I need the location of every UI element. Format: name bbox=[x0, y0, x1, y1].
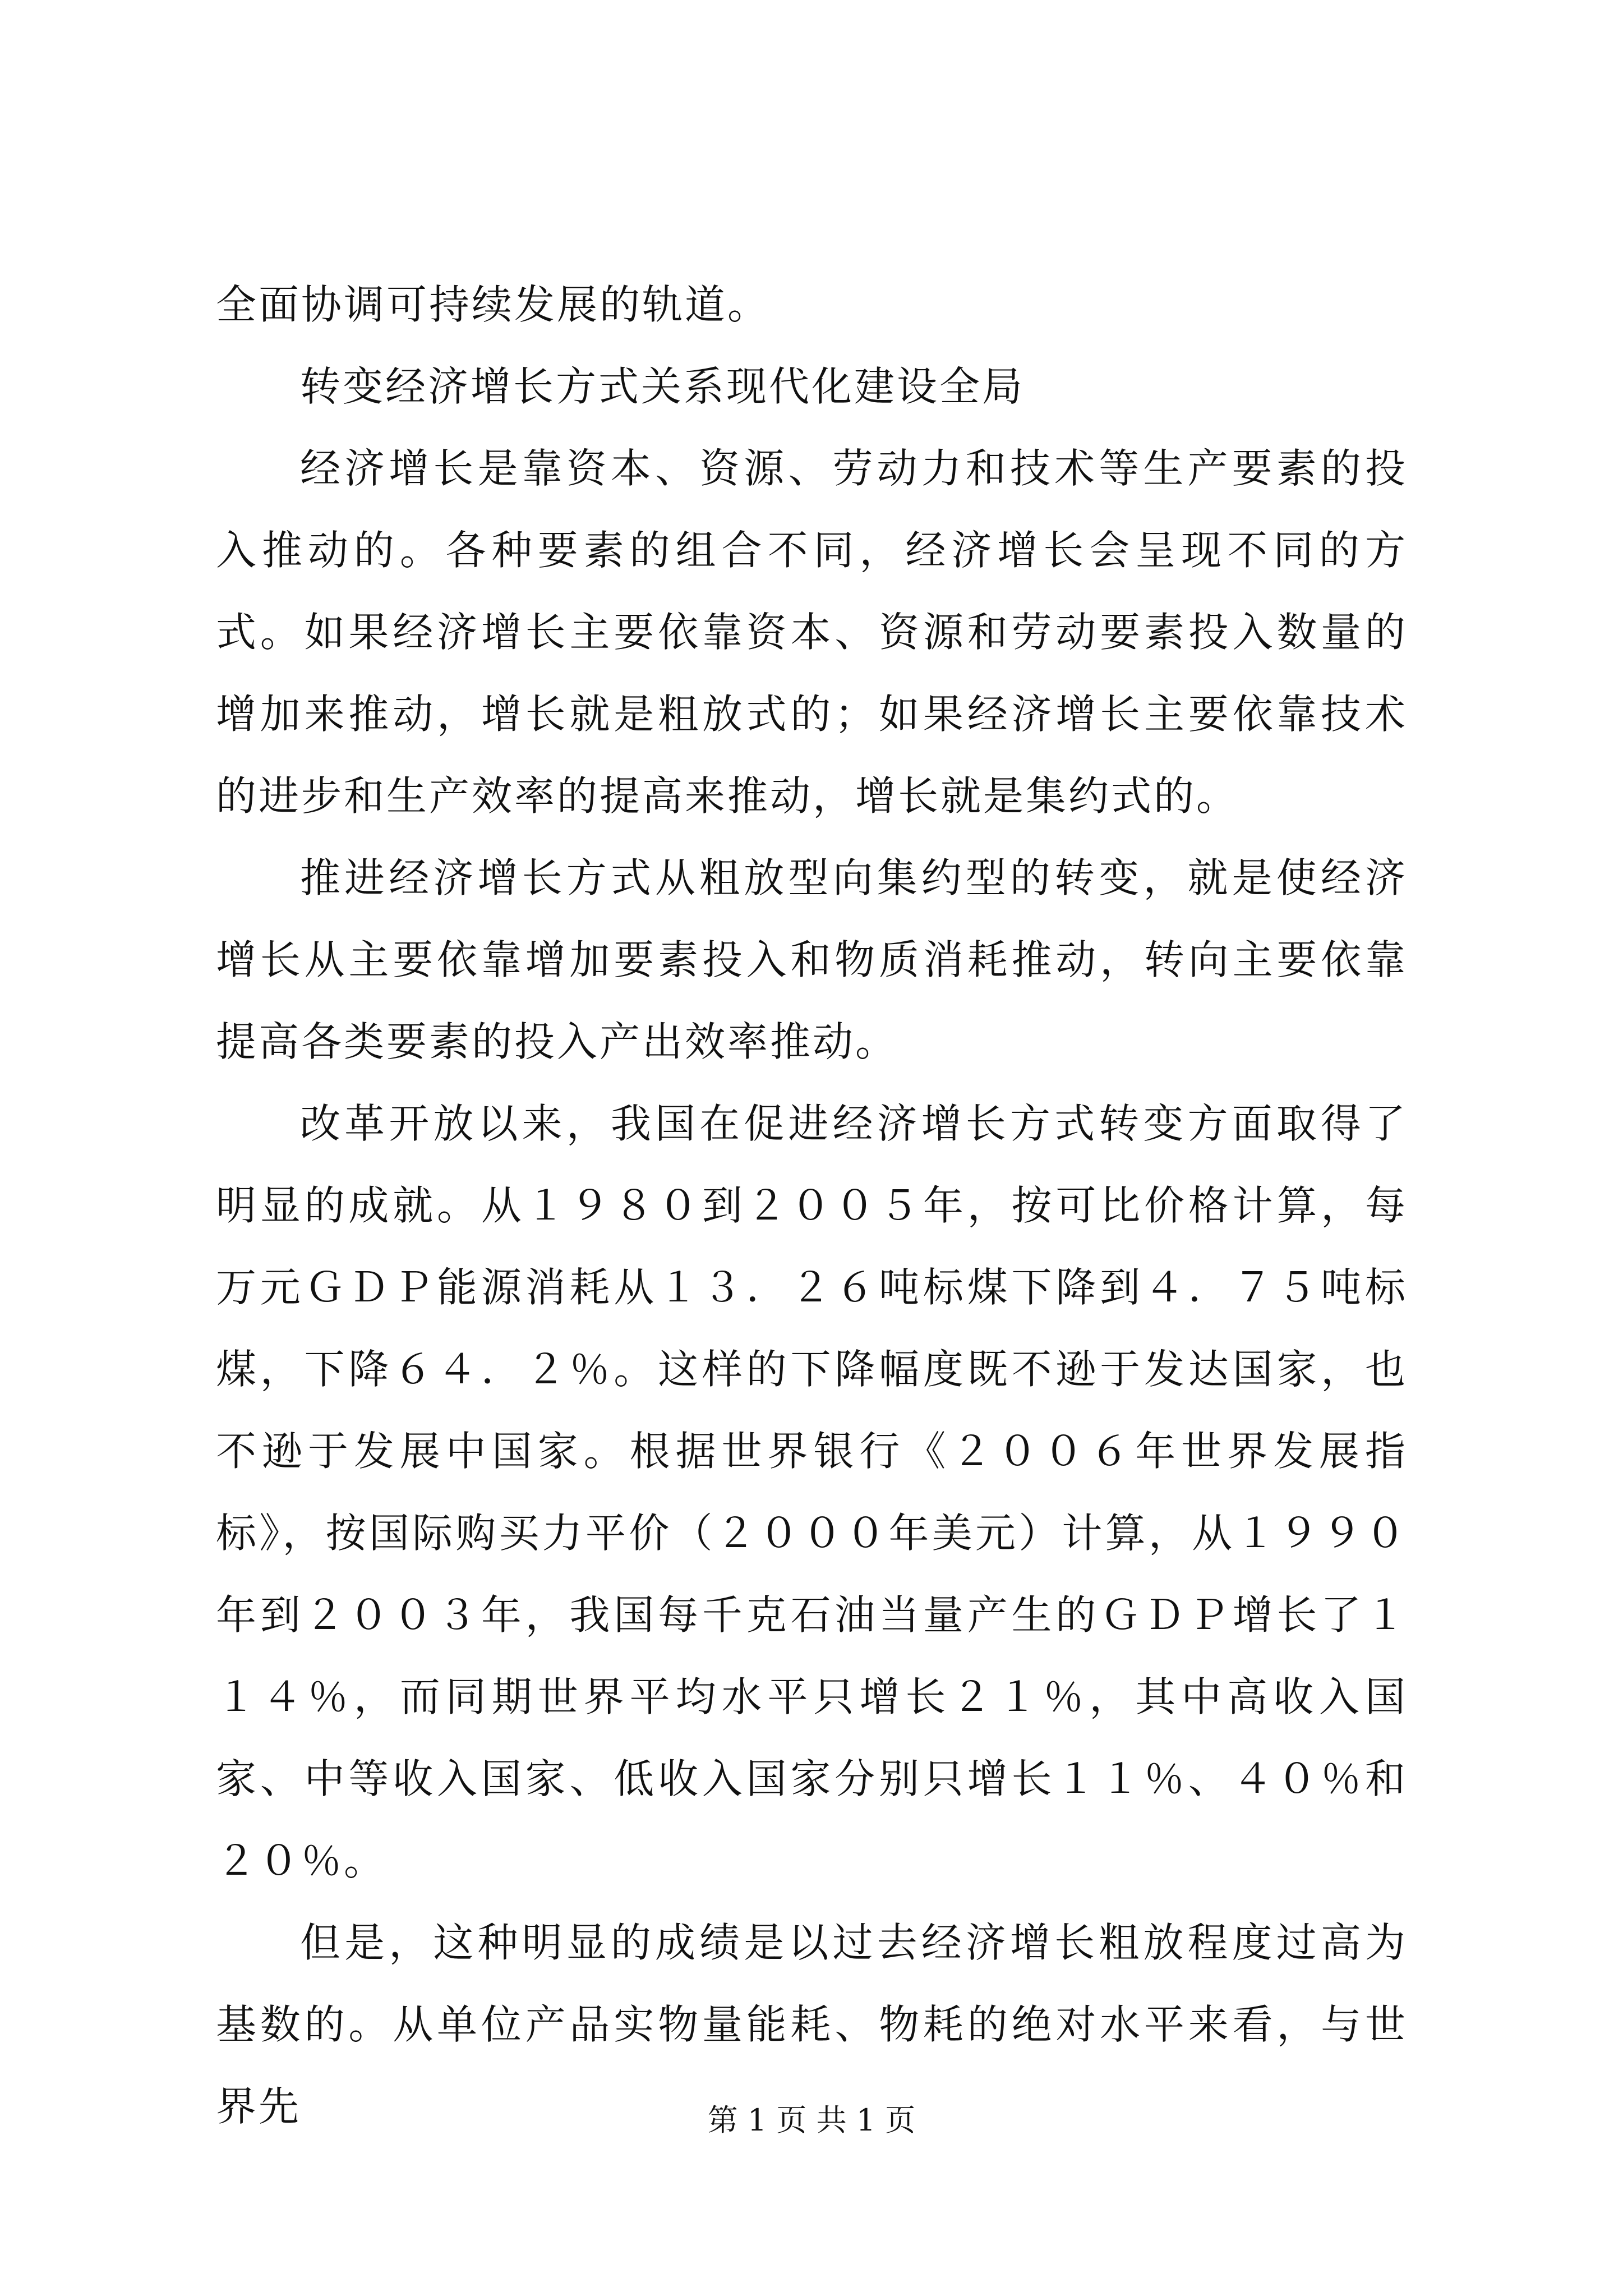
paragraph-growth-factors: 经济增长是靠资本、资源、劳动力和技术等生产要素的投入推动的。各种要素的组合不同，经济增长会呈现不同的方式。如果经济增长主要依靠资本、资源和劳动要素投入数量的增加来推动，增长就是粗放式的；如果经济增长主要依靠技术的进步和生产效率的提高来推动，增长就是集约式的。 bbox=[216, 445, 1408, 820]
page-footer: 第 1 页 共 1 页 bbox=[707, 2102, 916, 2138]
section-heading: 转变经济增长方式关系现代化建设全局 bbox=[300, 363, 1025, 410]
paragraph-intensive-transition: 推进经济增长方式从粗放型向集约型的转变，就是使经济增长从主要依靠增加要素投入和物质消耗推动，转向主要依靠提高各类要素的投入产出效率推动。 bbox=[216, 854, 1408, 1065]
paragraph-however: 但是，这种明显的成绩是以过去经济增长粗放程度过高为基数的。从单位产品实物量能耗、物耗的绝对水平来看，与世界先 bbox=[216, 1919, 1408, 2130]
document-body bbox=[216, 264, 1408, 2147]
paragraph-achievements: 改革开放以来，我国在促进经济增长方式转变方面取得了明显的成就。从１９８０到２００５年，按可比价格计算，每万元ＧＤＰ能源消耗从１３．２６吨标煤下降到４．７５吨标煤，下降６４．２％。这样的下降幅度既不逊于发达国家，也不逊于发展中国家。根据世界银行《２００６年世界发展指标》，按国际购买力平价（２０００年美元）计算，从１９９０年到２００３年，我国每千克石油当量产生的ＧＤＰ增长了１１４％，而同期世界平均水平只增长２１％，其中高收入国家、中等收入国家、低收入国家分别只增长１１％、４０％和２０％。 bbox=[216, 1100, 1408, 1884]
paragraph-continuation: 全面协调可持续发展的轨道。 bbox=[216, 281, 771, 328]
